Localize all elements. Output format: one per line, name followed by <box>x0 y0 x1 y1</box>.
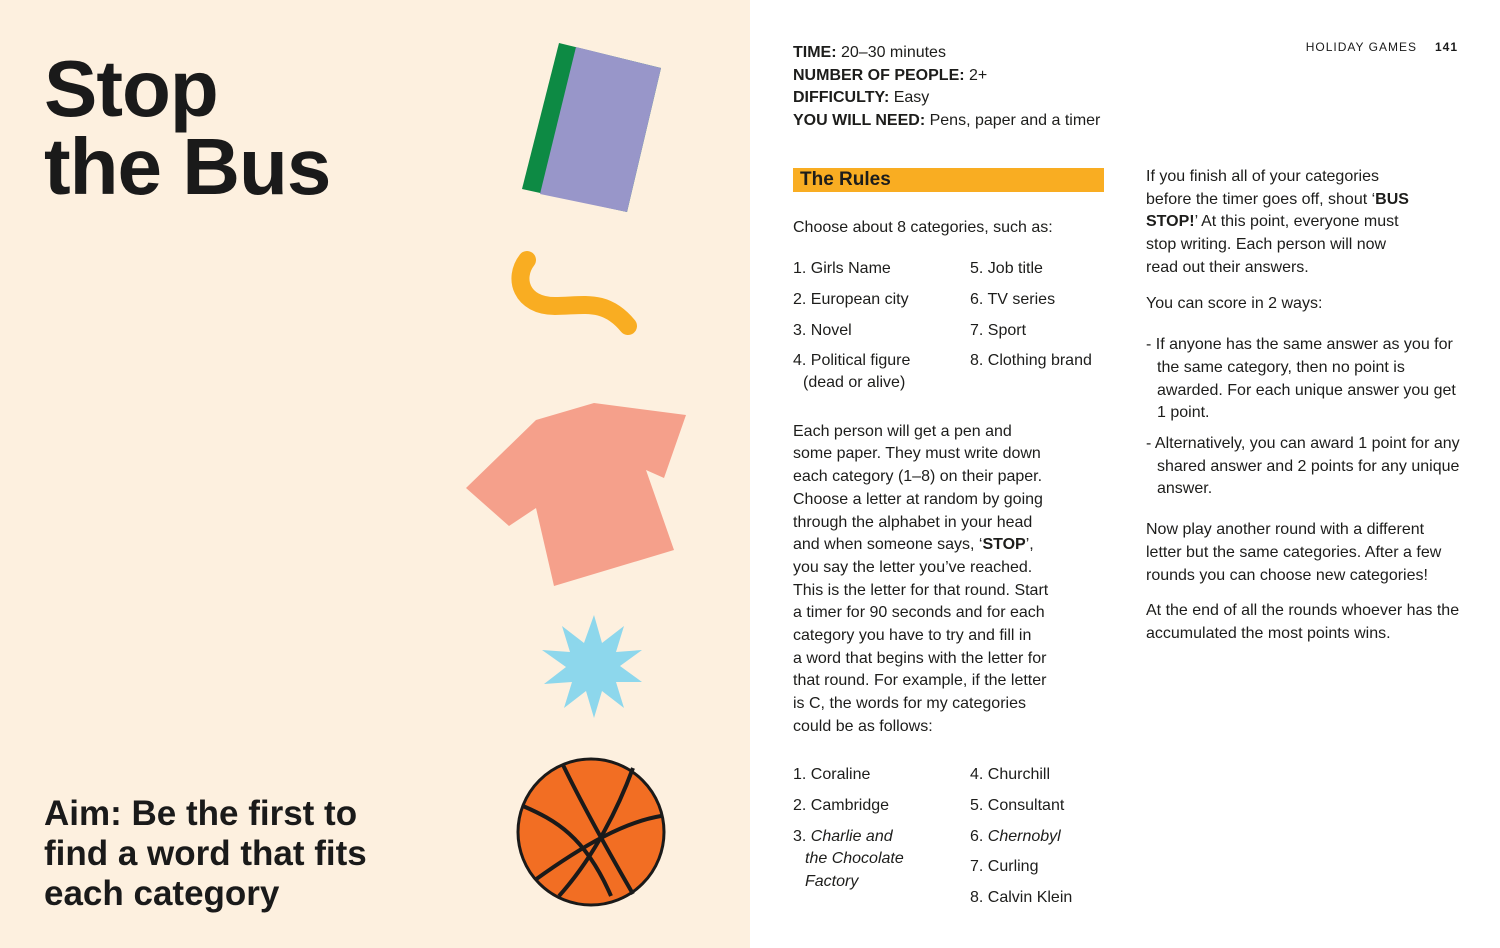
text-line <box>1146 189 1461 212</box>
text-line: read out their answers. <box>1146 258 1309 276</box>
list-item: 5. Job title <box>970 259 1043 277</box>
list-item: 8. Clothing brand <box>970 351 1092 369</box>
list-item-text: Charlie and <box>810 827 893 845</box>
text-line: some paper. They must write down <box>793 445 1041 463</box>
winner-paragraph: At the end of all the rounds whoever has the accumulated the most points wins. <box>1146 602 1460 642</box>
stop-emphasis: STOP <box>982 536 1026 554</box>
text-line <box>793 534 1105 557</box>
book-icon <box>520 42 665 214</box>
next-round-paragraph: Now play another round with a different letter but the same categories. After a few rounds you can choose new categories! <box>1146 521 1442 584</box>
text-line: a word that begins with the letter for <box>793 649 1047 667</box>
starburst-icon <box>536 612 646 722</box>
right-page <box>750 0 1500 948</box>
list-item <box>793 826 904 894</box>
detail-difficulty <box>793 87 1100 110</box>
page-title <box>44 44 331 211</box>
people-label: NUMBER OF PEOPLE: <box>793 66 965 84</box>
text-line: This is the letter for that round. Start <box>793 581 1049 599</box>
text-line: If you finish all of your categories <box>1146 168 1380 185</box>
time-label: TIME: <box>793 44 837 61</box>
list-item-text: Chernobyl <box>987 827 1061 845</box>
list-item: 5. Consultant <box>970 796 1065 814</box>
list-item: 7. Curling <box>970 857 1039 875</box>
scoring-rule-1: - If anyone has the same answer as you for the same category, then no point is awarded. For each unique answer you get 1 point. <box>1146 336 1456 422</box>
bus-emphasis: BUS <box>1375 190 1409 208</box>
rules-intro: Choose about 8 categories, such as: <box>793 219 1053 236</box>
list-item: 3. Novel <box>793 321 852 339</box>
squiggle-icon <box>505 248 645 343</box>
list-item <box>970 826 1061 849</box>
text-line: that round. For example, if the letter <box>793 672 1047 690</box>
stop-emphasis: STOP! <box>1146 213 1195 231</box>
list-item-number: 3. <box>793 827 811 845</box>
scoring-rule-2: - Alternatively, you can award 1 point for any shared answer and 2 points for any unique answer. <box>1146 435 1460 498</box>
list-item: 1. Girls Name <box>793 259 891 277</box>
list-item-text: 4. Political figure <box>793 351 911 369</box>
scoring-column <box>1146 166 1461 646</box>
text-line: through the alphabet in your head <box>793 513 1033 531</box>
detail-needs <box>793 110 1100 133</box>
example-list <box>793 764 1105 914</box>
text-line: stop writing. Each person will now <box>1146 236 1387 254</box>
time-value: 20–30 minutes <box>836 44 946 61</box>
aim-statement: Aim: Be the first to find a word that fits each category <box>44 794 367 913</box>
text-line <box>1146 211 1461 234</box>
title-line-2: the Bus <box>44 122 331 211</box>
people-value: 2+ <box>964 66 988 84</box>
text-fragment: before the timer goes off, shout ‘ <box>1146 190 1376 208</box>
list-item: 1. Coraline <box>793 765 871 783</box>
text-line: could be as follows: <box>793 717 933 735</box>
text-line: category you have to try and fill in <box>793 627 1032 645</box>
needs-label: YOU WILL NEED: <box>793 112 926 130</box>
list-item-subtext: (dead or alive) <box>803 374 906 392</box>
text-fragment: and when someone says, ‘ <box>793 536 983 554</box>
difficulty-value: Easy <box>889 89 930 107</box>
text-line: Each person will get a pen and <box>793 422 1012 440</box>
text-fragment: ’ At this point, everyone must <box>1194 213 1399 231</box>
rules-column <box>793 168 1105 914</box>
basketball-icon <box>515 756 667 908</box>
detail-time <box>793 42 1100 65</box>
list-item-text: the Chocolate <box>805 850 904 868</box>
text-line: is C, the words for my categories <box>793 695 1026 713</box>
category-list <box>793 258 1105 408</box>
text-line: each category (1–8) on their paper. <box>793 468 1043 486</box>
section-name: HOLIDAY GAMES <box>1305 40 1417 54</box>
list-item <box>793 350 910 395</box>
title-line-1: Stop <box>44 44 218 133</box>
scoring-intro: You can score in 2 ways: <box>1146 294 1323 312</box>
tshirt-icon <box>464 398 690 590</box>
list-item: 7. Sport <box>970 321 1027 339</box>
needs-value: Pens, paper and a timer <box>925 112 1101 130</box>
list-item: 4. Churchill <box>970 765 1051 783</box>
text-line: you say the letter you’ve reached. <box>793 558 1033 576</box>
text-line: Choose a letter at random by going <box>793 490 1043 508</box>
game-details <box>793 42 1100 133</box>
text-line: a timer for 90 seconds and for each <box>793 604 1045 622</box>
end-round-paragraph <box>1146 166 1461 280</box>
text-fragment: ’, <box>1025 536 1034 554</box>
list-item: 2. Cambridge <box>793 796 890 814</box>
rules-heading: The Rules <box>793 168 1104 192</box>
difficulty-label: DIFFICULTY: <box>793 89 890 107</box>
detail-people <box>793 65 1100 88</box>
list-item-text: Factory <box>805 872 859 890</box>
list-item: 8. Calvin Klein <box>970 888 1073 906</box>
rules-paragraph <box>793 421 1105 739</box>
running-header <box>1306 40 1458 54</box>
list-item: 6. TV series <box>970 290 1056 308</box>
page-number: 141 <box>1434 40 1458 54</box>
list-item-number: 6. <box>970 827 988 845</box>
list-item: 2. European city <box>793 290 909 308</box>
